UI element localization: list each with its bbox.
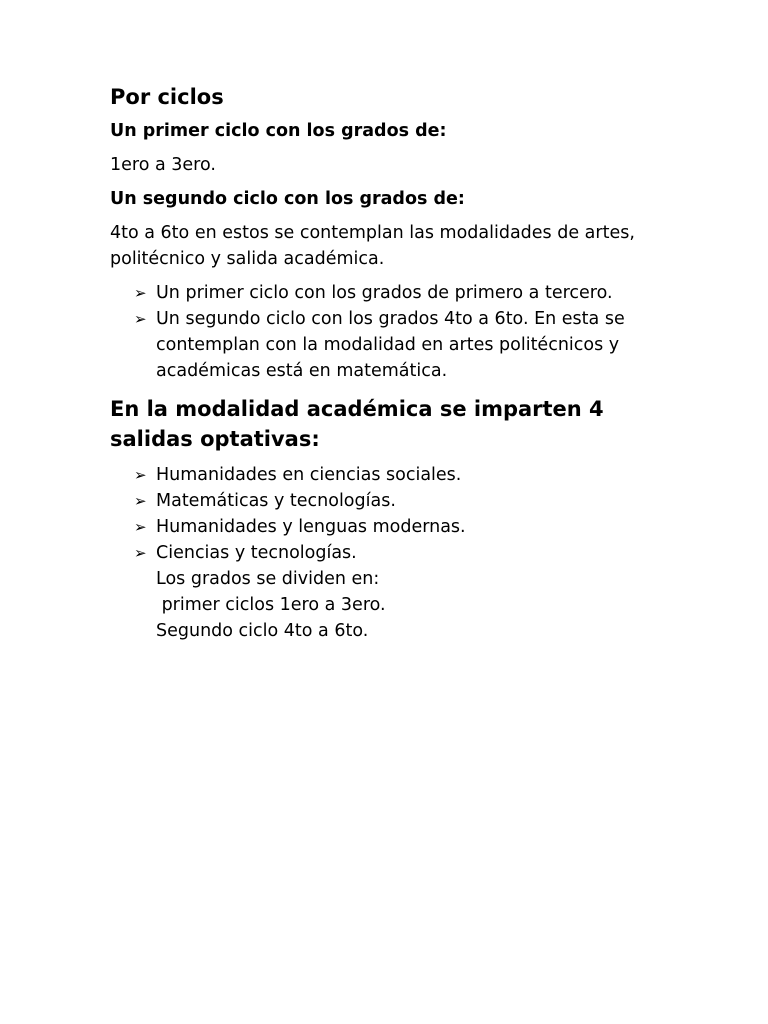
subheading-first-cycle: Un primer ciclo con los grados de:: [110, 121, 447, 141]
arrow-bullet-icon: ➢: [134, 492, 147, 510]
subheading-second-cycle: Un segundo ciclo con los grados de:: [110, 189, 465, 209]
continuation-line: Los grados se dividen en:: [156, 569, 380, 589]
list-item-text: Humanidades y lenguas modernas.: [156, 517, 466, 537]
arrow-bullet-icon: ➢: [134, 466, 147, 484]
continuation-line: primer ciclos 1ero a 3ero.: [156, 595, 386, 615]
list-item: [110, 280, 670, 306]
optional-outputs-list: [110, 462, 670, 566]
heading-academic-modality: En la modalidad académica se imparten 4 salidas optativas:: [110, 397, 604, 451]
arrow-bullet-icon: ➢: [134, 284, 147, 302]
list-item: [110, 462, 670, 488]
arrow-bullet-icon: ➢: [134, 544, 147, 562]
section-title: Por ciclos: [110, 85, 224, 109]
list-item: [110, 514, 670, 540]
list-item-text: Humanidades en ciencias sociales.: [156, 465, 462, 485]
list-item-text: Ciencias y tecnologías.: [156, 543, 357, 563]
arrow-bullet-icon: ➢: [134, 310, 147, 328]
continuation-line: Segundo ciclo 4to a 6to.: [156, 621, 369, 641]
document-page: [110, 82, 670, 644]
list-item: [110, 540, 670, 566]
list-item-text: Matemáticas y tecnologías.: [156, 491, 396, 511]
paragraph-second-cycle: 4to a 6to en estos se contemplan las modalidades de artes, politécnico y salida académica.: [110, 223, 635, 269]
paragraph-first-cycle: 1ero a 3ero.: [110, 155, 216, 175]
list-item: [110, 488, 670, 514]
list-item-text: Un primer ciclo con los grados de primero a tercero.: [156, 283, 613, 303]
list-item-text: Un segundo ciclo con los grados 4to a 6to. En esta se contemplan con la modalidad en artes politécnicos y académicas está en matemática.: [156, 309, 625, 381]
cycles-list: [110, 280, 670, 384]
list-item: [110, 306, 670, 384]
arrow-bullet-icon: ➢: [134, 518, 147, 536]
